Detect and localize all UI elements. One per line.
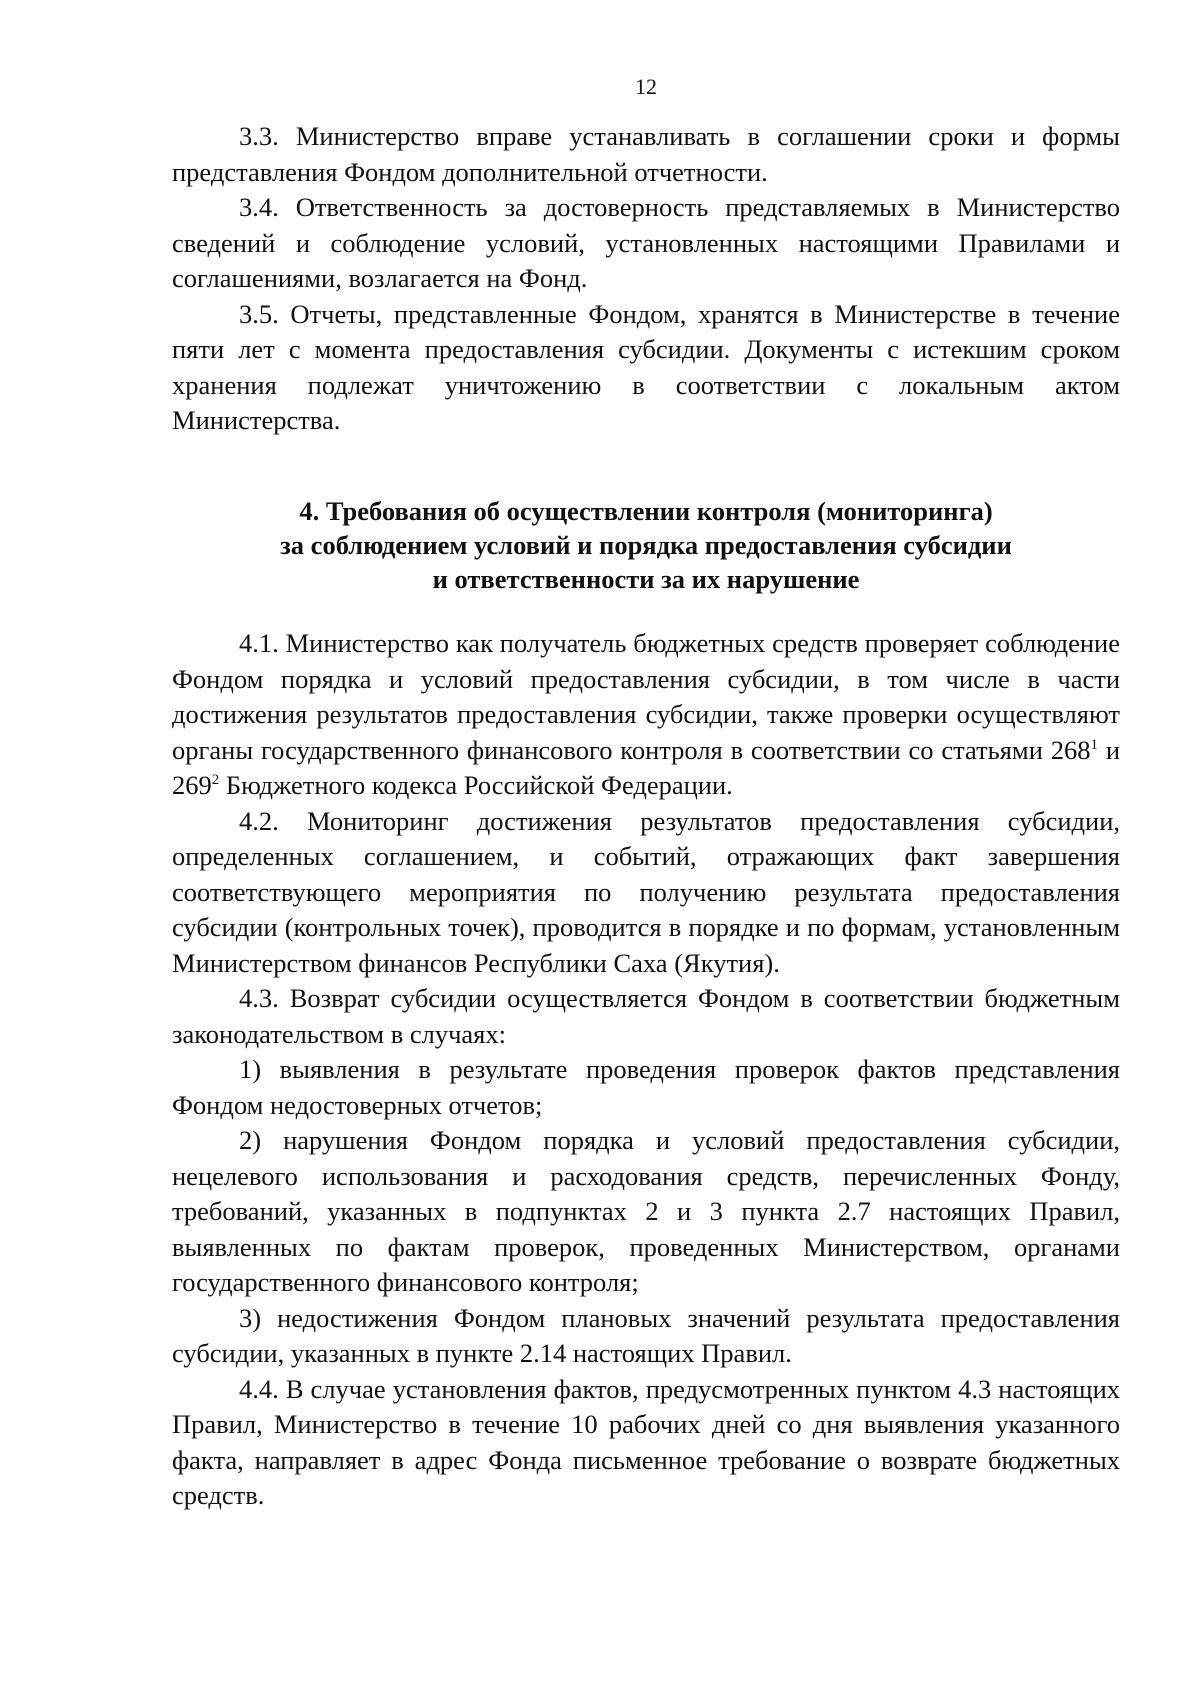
paragraph-4-1-part-c: Бюджетного кодекса Российской Федерации. [219, 770, 733, 800]
section-4-heading [172, 494, 1120, 596]
section-title-line-2: за соблюдением условий и порядка предоставления субсидии [280, 530, 1012, 560]
section-title-line-1: 4. Требования об осуществлении контроля (мониторинга) [299, 496, 993, 526]
paragraph-4-2: 4.2. Мониторинг достижения результатов предоставления субсидии, определенных соглашением, и событий, отражающих факт завершения соответствующего мероприятия по получению результата предоставления субсидии (контрольных точек), проводится в порядке и по формам, установленным Министерством финансов Республики Саха (Якутия). [172, 805, 1120, 978]
section-4-block [172, 626, 1120, 1514]
section-3-block [172, 119, 1120, 439]
paragraph-4-1-part-b: и 269 [172, 734, 1121, 800]
section-title-line-3: и ответственности за их нарушение [432, 564, 860, 594]
superscript-1: 1 [1090, 736, 1098, 753]
paragraph-4-3-item-2: 2) нарушения Фондом порядка и условий предоставления субсидии, нецелевого использования и расходования средств, перечисленных Фонду, требований, указанных в подпунктах 2 и 3 пункта 2.7 настоящих Правил, выявленных по фактам проверок, проведенных Министерством, органами государственного финансового контроля; [172, 1125, 1120, 1297]
page-number: 12 [635, 74, 657, 99]
paragraph-3-5: 3.5. Отчеты, представленные Фондом, хранятся в Министерстве в течение пяти лет с момента предоставления субсидии. Документы с истекшим сроком хранения подлежат уничтожению в соответствии с локальным актом Министерства. [172, 298, 1120, 435]
paragraph-3-4: 3.4. Ответственность за достоверность представляемых в Министерство сведений и соблюдение условий, установленных настоящими Правилами и соглашениями, возлагается на Фонд. [172, 192, 1120, 293]
paragraph-4-1 [172, 626, 1120, 804]
paragraph-3-3: 3.3. Министерство вправе устанавливать в соглашении сроки и формы представления Фондом дополнительной отчетности. [172, 121, 1120, 187]
superscript-2: 2 [211, 772, 220, 789]
paragraph-4-3-item-3: 3) недостижения Фондом плановых значений результата предоставления субсидии, указанных в пункте 2.14 настоящих Правил. [172, 1302, 1120, 1368]
paragraph-4-1-part-a: 4.1. Министерство как получатель бюджетных средств проверяет соблюдение Фондом порядка и условий предоставления субсидии, в том числе в части достижения результатов предоставления субсидии, также проверки осуществляют органы государственного финансового контроля в соответствии со статьями 268 [172, 628, 1120, 765]
paragraph-4-3-item-1: 1) выявления в результате проведения проверок фактов представления Фондом недостоверных отчетов; [172, 1054, 1120, 1120]
paragraph-4-4: 4.4. В случае установления фактов, предусмотренных пунктом 4.3 настоящих Правил, Министерство в течение 10 рабочих дней со дня выявления указанного факта, направляет в адрес Фонда письменное требование о возврате бюджетных средств. [172, 1373, 1120, 1510]
paragraph-4-3: 4.3. Возврат субсидии осуществляется Фондом в соответствии бюджетным законодательством в случаях: [172, 983, 1120, 1049]
